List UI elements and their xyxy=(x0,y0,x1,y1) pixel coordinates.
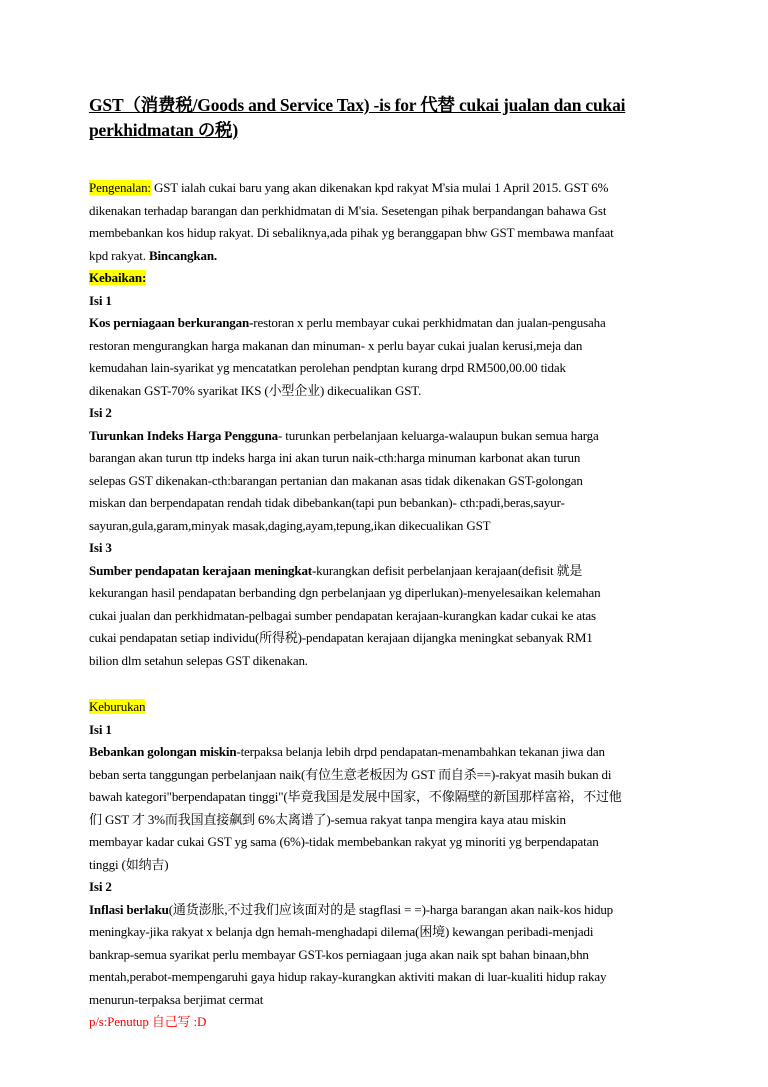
advantages-heading-text: Kebaikan: xyxy=(89,270,147,285)
advantage-3-title: Sumber pendapatan kerajaan meningkat xyxy=(89,562,312,578)
disadvantage-2-label: Isi 2 xyxy=(89,879,112,894)
spacer xyxy=(89,143,679,177)
disadvantage-1-title: Bebankan golongan miskin xyxy=(89,744,237,759)
intro-line-4 xyxy=(89,245,679,268)
introduction-paragraph xyxy=(89,177,679,267)
disadvantage-2-line-5: menurun-terpaksa berjimat cermat xyxy=(89,991,264,1007)
disadvantage-1-line-3: bawah kategori"berpendapatan tinggi"(毕竟我国是发展中国家，不像隔壁的新国那样富裕，不过他 xyxy=(89,789,622,804)
disadvantage-1-line-1 xyxy=(89,741,679,764)
disadvantage-2-line-1 xyxy=(89,899,679,922)
advantage-3-line-3: cukai jualan dan perkhidmatan-pelbagai sumber pendapatan kerajaan-kurangkan kadar cukai ke atas xyxy=(89,607,596,623)
spacer xyxy=(89,672,679,696)
intro-line-1-text: GST ialah cukai baru yang akan dikenakan kpd rakyat M'sia mulai 1 April 2015. GST 6% xyxy=(150,180,609,195)
closing-note: p/s:Penutup 自己写 :D xyxy=(89,1014,207,1029)
disadvantage-2-line-1-text: (通货澎胀,不过我们应该面对的是 stagflasi = =)-harga barangan akan naik-kos hidup xyxy=(168,901,614,917)
advantage-1-line-3: kemudahan lain-syarikat yg mencatatkan perolehan pendptan kurang drpd RM500,00.00 tidak xyxy=(89,360,566,375)
disadvantages-heading xyxy=(89,696,679,719)
intro-instruction: Bincangkan. xyxy=(148,247,218,263)
advantage-2-line-3: selepas GST dikenakan-cth:barangan pertanian dan makanan asas tidak dikenakan GST-golongan xyxy=(89,472,583,488)
disadvantage-2-line-3: bankrap-semua syarikat perlu membayar GST-kos perniagaan juga akan naik spt bahan binaan,bhn xyxy=(89,946,589,962)
advantage-1-line-1 xyxy=(89,312,679,335)
advantage-2-label: Isi 2 xyxy=(89,405,112,420)
advantage-3-line-1-text: -kurangkan defisit perbelanjaan kerajaan(defisit 就是 xyxy=(311,562,583,578)
advantage-1-line-4: dikenakan GST-70% syarikat IKS (小型企业) dikecualikan GST. xyxy=(89,382,422,398)
advantage-2-line-2: barangan akan turun ttp indeks harga ini akan turun naik-cth:harga minuman karbonat akan turun xyxy=(89,450,581,465)
advantage-2-line-5: sayuran,gula,garam,minyak masak,daging,ayam,tepung,ikan dikecualikan GST xyxy=(89,517,491,533)
disadvantages-heading-text: Keburukan xyxy=(89,699,146,714)
advantage-2-line-1 xyxy=(89,425,679,448)
advantage-2-line-1-text: - turunkan perbelanjaan keluarga-walaupun bukan semua harga xyxy=(278,427,599,443)
intro-line-1 xyxy=(89,177,679,200)
advantage-3-line-4: cukai pendapatan setiap individu(所得税)-pendapatan kerajaan dijangka meningkat sebanyak RM1 xyxy=(89,630,593,645)
intro-label: Pengenalan: xyxy=(89,180,151,195)
document-body xyxy=(89,93,679,1034)
disadvantage-2-line-4: mentah,perabot-mempengaruhi gaya hidup rakay-kurangkan aktiviti makan di luar-kualiti hidup rakay xyxy=(89,969,607,984)
advantage-1-label: Isi 1 xyxy=(89,292,112,308)
intro-line-4-text: kpd rakyat. xyxy=(89,247,149,263)
advantage-3-line-1 xyxy=(89,560,679,583)
advantage-2-title: Turunkan Indeks Harga Pengguna xyxy=(89,427,279,443)
document-title xyxy=(89,93,679,143)
advantage-1-title: Kos perniagaan berkurangan- xyxy=(89,315,254,330)
intro-line-2: dikenakan terhadap barangan dan perkhidmatan di M'sia. Sesetengan pihak berpandangan bahawa Gst xyxy=(89,202,607,218)
disadvantage-2-title: Inflasi berlaku xyxy=(89,901,169,917)
title-line-2: perkhidmatan の税) xyxy=(89,120,238,140)
disadvantage-1-label: Isi 1 xyxy=(89,721,112,737)
advantage-3-line-5: bilion dlm setahun selepas GST dikenakan. xyxy=(89,652,308,668)
disadvantage-1-line-6: tinggi (如纳吉) xyxy=(89,856,169,872)
disadvantage-1-line-1-text: -terpaksa belanja lebih drpd pendapatan-menambahkan tekanan jiwa dan xyxy=(236,744,605,759)
advantages-heading xyxy=(89,267,679,290)
disadvantages-section xyxy=(89,696,679,1034)
advantages-section xyxy=(89,267,679,672)
disadvantage-2-line-2: meningkay-jika rakyat x belanja dgn hemah-menghadapi dilema(困境) kewangan peribadi-menjadi xyxy=(89,924,594,939)
advantage-2-line-4: miskan dan berpendapatan rendah tidak dibebankan(tapi pun bebankan)- cth:padi,beras,sayur- xyxy=(89,495,565,510)
disadvantage-1-line-5: membayar kadar cukai GST yg sama (6%)-tidak membebankan rakyat yg minoriti yg berpendapatan xyxy=(89,834,599,849)
advantage-3-label: Isi 3 xyxy=(89,540,112,555)
disadvantage-1-line-4: 们 GST 才 3%而我国直接飙到 6%太离谱了)-semua rakyat tanpa mengira kaya atau miskin xyxy=(89,811,566,827)
title-line-1: GST（消费税/Goods and Service Tax) -is for 代替 cukai jualan dan cukai xyxy=(89,95,626,115)
advantage-3-line-2: kekurangan hasil pendapatan berbanding dgn perbelanjaan yg diperlukan)-menyelesaikan kelemahan xyxy=(89,585,601,600)
advantage-1-line-2: restoran mengurangkan harga makanan dan minuman- x perlu bayar cukai jualan kerusi,meja dan xyxy=(89,337,583,353)
disadvantage-1-line-2: beban serta tanggungan perbelanjaan naik(有位生意老板因为 GST 而自杀==)-rakyat masih bukan di xyxy=(89,766,612,782)
advantage-1-line-1-text: restoran x perlu membayar cukai perkhidmatan dan jualan-pengusaha xyxy=(253,315,606,330)
intro-line-3: membebankan kos hidup rakyat. Di sebaliknya,ada pihak yg beranggapan bhw GST membawa manfaat xyxy=(89,225,614,240)
